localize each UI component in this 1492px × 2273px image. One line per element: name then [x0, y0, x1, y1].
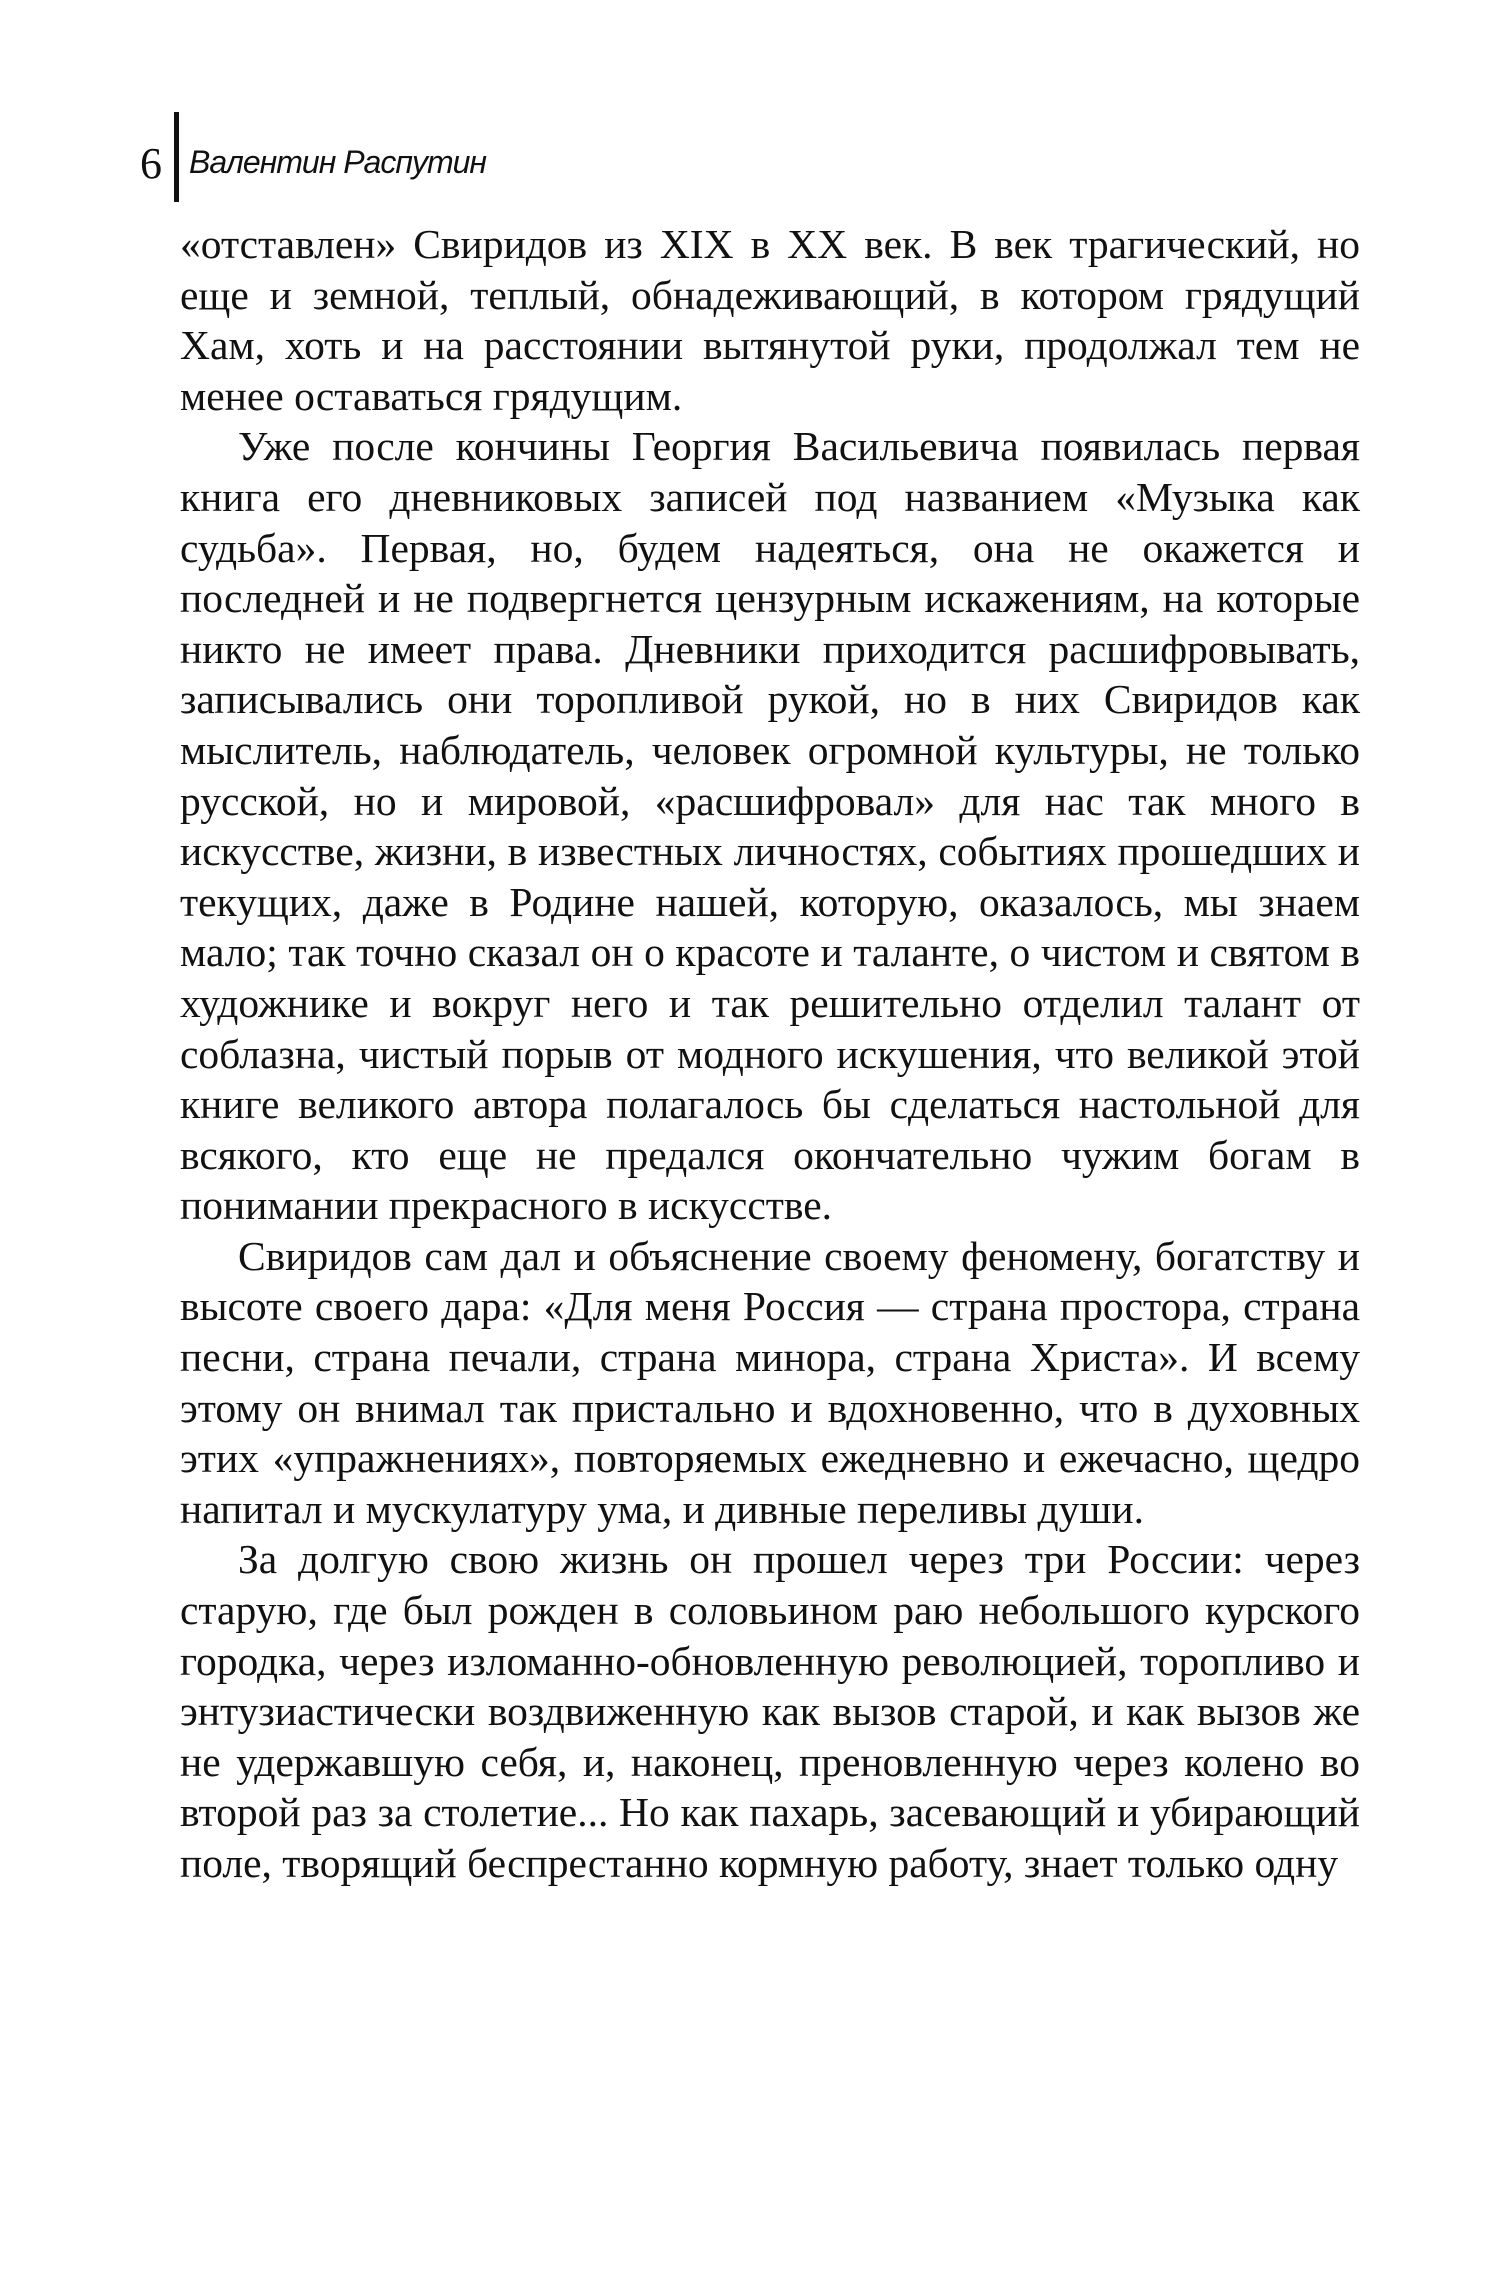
page-number: 6: [140, 139, 162, 188]
body-text: [180, 219, 1360, 1889]
header-divider: [174, 112, 179, 202]
paragraph-continuation: «отставлен» Свиридов из XIX в XX век. В век трагический, но еще и земной, теплый, обнадеживающий, в котором грядущий Хам, хоть и на расстоянии вытянутой руки, продолжал тем не менее оставаться грядущим.: [180, 221, 1360, 419]
paragraph: За долгую свою жизнь он прошел через три России: через старую, где был рожден в соловьином раю небольшого курского городка, через изломанно-обновленную революцией, торопливо и энтузиастически воздвиженную как вызов старой, и как вызов же не удержавшую себя, и, наконец, преновленную через колено во второй раз за столетие... Но как пахарь, засевающий и убирающий поле, творящий беспрестанно кормную работу, знает только одну: [180, 1536, 1360, 1886]
page-header: [140, 112, 486, 202]
running-head-author: Валентин Распутин: [189, 144, 486, 180]
paragraph: Уже после кончины Георгия Васильевича появилась первая книга его дневниковых записей под названием «Музыка как судьба». Первая, но, будем надеяться, она не окажется и последней и не подвергнется цензурным искажениям, на которые никто не имеет права. Дневники приходится расшифровывать, записывались они торопливой рукой, но в них Свиридов как мыслитель, наблюдатель, человек огромной культуры, не только русской, но и мировой, «расшифровал» для нас так много в искусстве, жизни, в известных личностях, событиях прошедших и текущих, даже в Родине нашей, которую, оказалось, мы знаем мало; так точно сказал он о красоте и таланте, о чистом и святом в художнике и вокруг него и так решительно отделил талант от соблазна, чистый порыв от модного искушения, что великой этой книге великого автора полагалось бы сделаться настольной для всякого, кто еще не предался окончательно чужим богам в понимании прекрасного в искусстве.: [180, 423, 1360, 1229]
paragraph: Свиридов сам дал и объяснение своему феномену, богатству и высоте своего дара: «Для меня Россия — страна простора, страна песни, страна печали, страна минора, страна Христа». И всему этому он внимал так пристально и вдохновенно, что в духовных этих «упражнениях», повторяемых ежедневно и ежечасно, щедро напитал и мускулатуру ума, и дивные переливы души.: [180, 1232, 1360, 1532]
